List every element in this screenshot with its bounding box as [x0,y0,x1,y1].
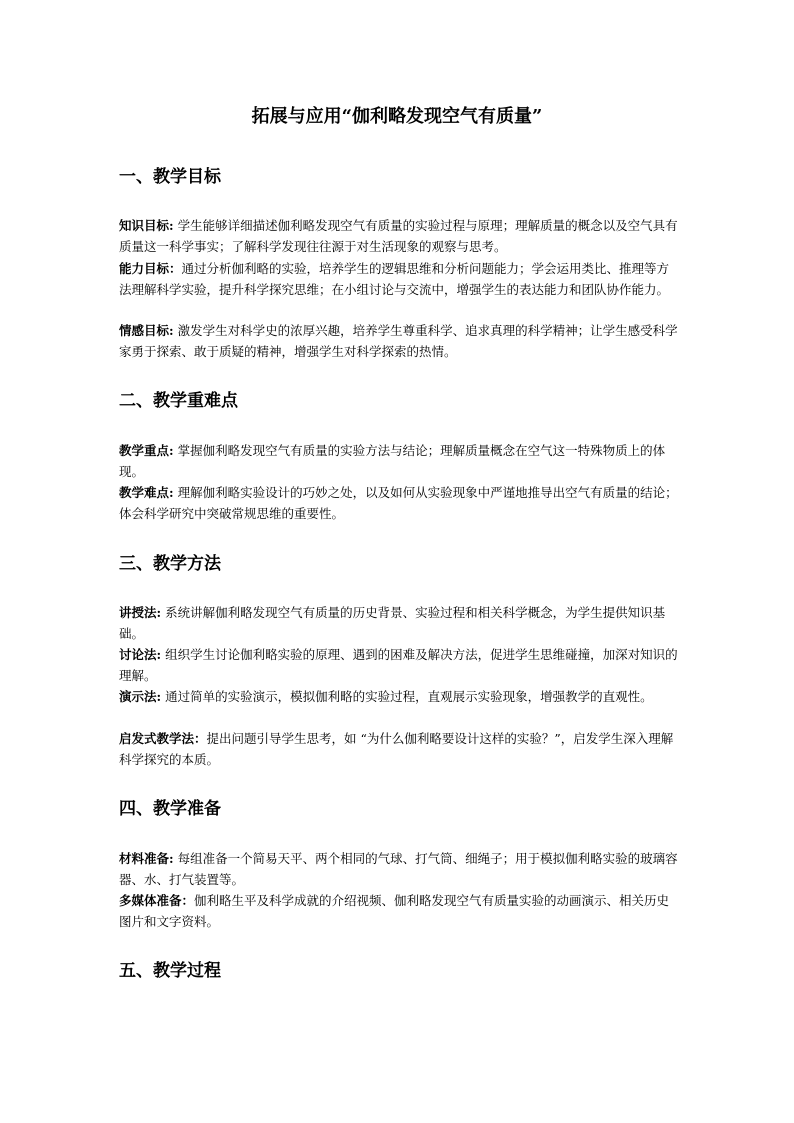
paragraph-label: 教学重点: [119,443,174,458]
paragraph-emotion-objective [119,321,681,362]
paragraph-text: 掌握伽利略发现空气有质量的实验方法与结论；理解质量概念在空气这一特殊物质上的体现。 [119,443,666,479]
paragraph-text: 伽利略生平及科学成就的介绍视频、伽利略发现空气有质量实验的动画演示、相关历史图片和文字资料。 [119,893,670,929]
paragraph-ability-objective [119,259,681,300]
paragraph-key-point [119,441,681,482]
paragraph-label: 材料准备: [119,851,174,866]
paragraph-text: 理解伽利略实验设计的巧妙之处，以及如何从实验现象中严谨地推导出空气有质量的结论；体会科学研究中突破常规思维的重要性。 [119,485,678,521]
paragraph-knowledge-objective [119,216,681,257]
paragraph-heuristic-method [119,729,681,770]
paragraph-text: 学生能够详细描述伽利略发现空气有质量的实验过程与原理；理解质量的概念以及空气具有质量这一科学事实；了解科学发现往往源于对生活现象的观察与思考。 [119,218,678,254]
paragraph-label: 能力目标： [119,261,182,276]
paragraph-difficult-point [119,483,681,524]
paragraph-text: 通过简单的实验演示，模拟伽利略的实验过程，直观展示实验现象，增强教学的直观性。 [161,689,653,704]
paragraph-discussion-method [119,645,681,686]
paragraph-label: 讨论法: [119,647,162,662]
paragraph-material-preparation [119,849,681,890]
paragraph-demonstration-method [119,687,681,708]
section-heading-preparation: 四、教学准备 [119,799,221,819]
section-heading-process: 五、教学过程 [119,961,221,981]
paragraph-label: 启发式教学法： [119,731,207,746]
paragraph-text: 通过分析伽利略的实验，培养学生的逻辑思维和分析问题能力；学会运用类比、推理等方法理解科学实验，提升科学探究思维；在小组讨论与交流中，增强学生的表达能力和团队协作能力。 [119,261,670,297]
paragraph-label: 演示法: [119,689,162,704]
section-heading-key-points: 二、教学重难点 [119,391,238,411]
paragraph-text: 每组准备一个简易天平、两个相同的气球、打气筒、细绳子；用于模拟伽利略实验的玻璃容器、水、打气装置等。 [119,851,678,887]
paragraph-text: 激发学生对科学史的浓厚兴趣，培养学生尊重科学、追求真理的科学精神；让学生感受科学家勇于探索、敢于质疑的精神，增强学生对科学探索的热情。 [119,323,678,359]
paragraph-label: 知识目标: [119,218,174,233]
paragraph-label: 教学难点: [119,485,174,500]
paragraph-text: 组织学生讨论伽利略实验的原理、遇到的困难及解决方法，促进学生思维碰撞，加深对知识的理解。 [119,647,678,683]
paragraph-text: 系统讲解伽利略发现空气有质量的历史背景、实验过程和相关科学概念，为学生提供知识基础。 [119,605,666,641]
paragraph-label: 讲授法: [119,605,162,620]
paragraph-multimedia-preparation [119,891,681,932]
document-title: 拓展与应用“伽利略发现空气有质量” [251,106,543,127]
paragraph-label: 多媒体准备： [119,893,195,908]
section-heading-methods: 三、教学方法 [119,554,221,574]
paragraph-lecture-method [119,603,681,644]
paragraph-label: 情感目标: [119,323,174,338]
section-heading-objectives: 一、教学目标 [119,167,221,187]
paragraph-text: 提出问题引导学生思考，如 “为什么伽利略要设计这样的实验？”，启发学生深入理解科学探究的本质。 [119,731,674,767]
